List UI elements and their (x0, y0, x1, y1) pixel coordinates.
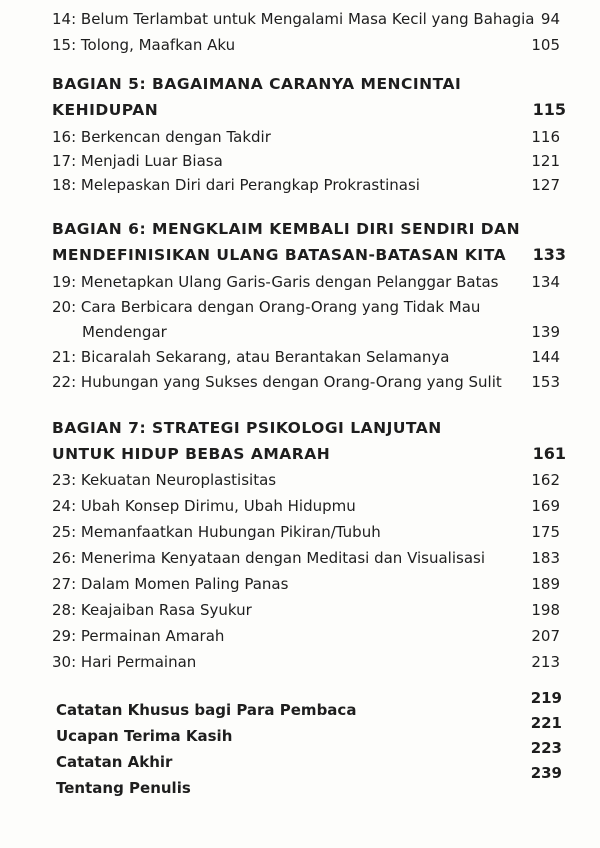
section-5-heading-line2 (52, 99, 566, 121)
section-7-heading-line1 (52, 417, 566, 439)
section-7-title-cont: UNTUK HIDUP BEBAS AMARAH (52, 445, 331, 463)
backmatter-page: 223 (530, 739, 562, 757)
toc-entry-label: 19: Menetapkan Ulang Garis-Garis dengan Pelanggar Batas (52, 273, 499, 291)
section-7-title: BAGIAN 7: STRATEGI PSIKOLOGI LANJUTAN (52, 419, 442, 437)
section-5-title: BAGIAN 5: BAGAIMANA CARANYA MENCINTAI (52, 75, 462, 93)
toc-entry-page: 183 (531, 549, 560, 567)
section-6-heading-line2 (52, 244, 566, 266)
section-7-page: 161 (532, 444, 566, 463)
toc-entry-27 (52, 574, 560, 594)
toc-entry-26 (52, 548, 560, 568)
toc-entry-20-cont (52, 322, 560, 342)
section-5-heading-line1 (52, 73, 566, 95)
section-5-title-cont: KEHIDUPAN (52, 101, 159, 119)
toc-entry-14 (52, 9, 560, 29)
toc-entry-page: 207 (531, 627, 560, 645)
backmatter-page: 221 (530, 714, 562, 732)
section-6-title: BAGIAN 6: MENGKLAIM KEMBALI DIRI SENDIRI DAN (52, 220, 521, 238)
toc-entry-label: 20: Cara Berbicara dengan Orang-Orang yang Tidak Mau (52, 298, 481, 316)
toc-entry-page: 134 (531, 273, 560, 291)
toc-entry-15 (52, 35, 560, 55)
toc-entry-label: 22: Hubungan yang Sukses dengan Orang-Orang yang Sulit (52, 373, 502, 391)
toc-entry-page: 116 (531, 128, 560, 146)
toc-entry-label: 27: Dalam Momen Paling Panas (52, 575, 289, 593)
toc-entry-label: 30: Hari Permainan (52, 653, 197, 671)
backmatter-page: 239 (530, 764, 562, 782)
toc-entry-29 (52, 626, 560, 646)
toc-entry-page: 105 (531, 36, 560, 54)
toc-entry-label: 23: Kekuatan Neuroplastisitas (52, 471, 277, 489)
section-6-title-cont: MENDEFINISIKAN ULANG BATASAN-BATASAN KITA (52, 246, 507, 264)
toc-entry-24 (52, 496, 560, 516)
toc-entry-page: 169 (531, 497, 560, 515)
toc-entry-22 (52, 372, 560, 392)
toc-entry-label: 25: Memanfaatkan Hubungan Pikiran/Tubuh (52, 523, 381, 541)
toc-entry-23 (52, 470, 560, 490)
toc-entry-label: 29: Permainan Amarah (52, 627, 225, 645)
backmatter-label-about-author: Tentang Penulis (56, 779, 191, 797)
toc-entry-page: 139 (531, 323, 560, 341)
toc-entry-page: 189 (531, 575, 560, 593)
toc-entry-28 (52, 600, 560, 620)
toc-entry-17 (52, 151, 560, 171)
toc-entry-20 (52, 297, 560, 317)
toc-entry-25 (52, 522, 560, 542)
toc-entry-page: 198 (531, 601, 560, 619)
toc-entry-label: 21: Bicaralah Sekarang, atau Berantakan Selamanya (52, 348, 450, 366)
backmatter-label-endnotes: Catatan Akhir (56, 753, 173, 771)
section-7-heading-line2 (52, 443, 566, 465)
toc-entry-30 (52, 652, 560, 672)
toc-entry-label: 28: Keajaiban Rasa Syukur (52, 601, 252, 619)
toc-entry-page: 127 (531, 176, 560, 194)
toc-entry-label: 18: Melepaskan Diri dari Perangkap Prokrastinasi (52, 176, 420, 194)
toc-entry-page: 94 (540, 10, 560, 28)
toc-entry-21 (52, 347, 560, 367)
toc-entry-page: 144 (531, 348, 560, 366)
toc-entry-label: 17: Menjadi Luar Biasa (52, 152, 223, 170)
section-6-heading-line1 (52, 218, 566, 240)
toc-entry-16 (52, 127, 560, 147)
toc-entry-label-cont: Mendengar (82, 323, 167, 341)
toc-entry-label: 26: Menerima Kenyataan dengan Meditasi dan Visualisasi (52, 549, 486, 567)
backmatter-label-acknowledgements: Ucapan Terima Kasih (56, 727, 233, 745)
section-5-page: 115 (532, 100, 566, 119)
toc-entry-page: 153 (531, 373, 560, 391)
toc-entry-19 (52, 272, 560, 292)
backmatter-page: 219 (530, 689, 562, 707)
toc-entry-label: 15: Tolong, Maafkan Aku (52, 36, 236, 54)
toc-entry-page: 213 (531, 653, 560, 671)
backmatter-label-notes-for-readers: Catatan Khusus bagi Para Pembaca (56, 701, 357, 719)
toc-entry-page: 121 (531, 152, 560, 170)
toc-entry-label: 16: Berkencan dengan Takdir (52, 128, 271, 146)
toc-entry-page: 162 (531, 471, 560, 489)
toc-entry-label: 24: Ubah Konsep Dirimu, Ubah Hidupmu (52, 497, 356, 515)
toc-entry-18 (52, 175, 560, 195)
toc-entry-page: 175 (531, 523, 560, 541)
toc-entry-label: 14: Belum Terlambat untuk Mengalami Masa Kecil yang Bahagia (52, 10, 535, 28)
section-6-page: 133 (532, 245, 566, 264)
